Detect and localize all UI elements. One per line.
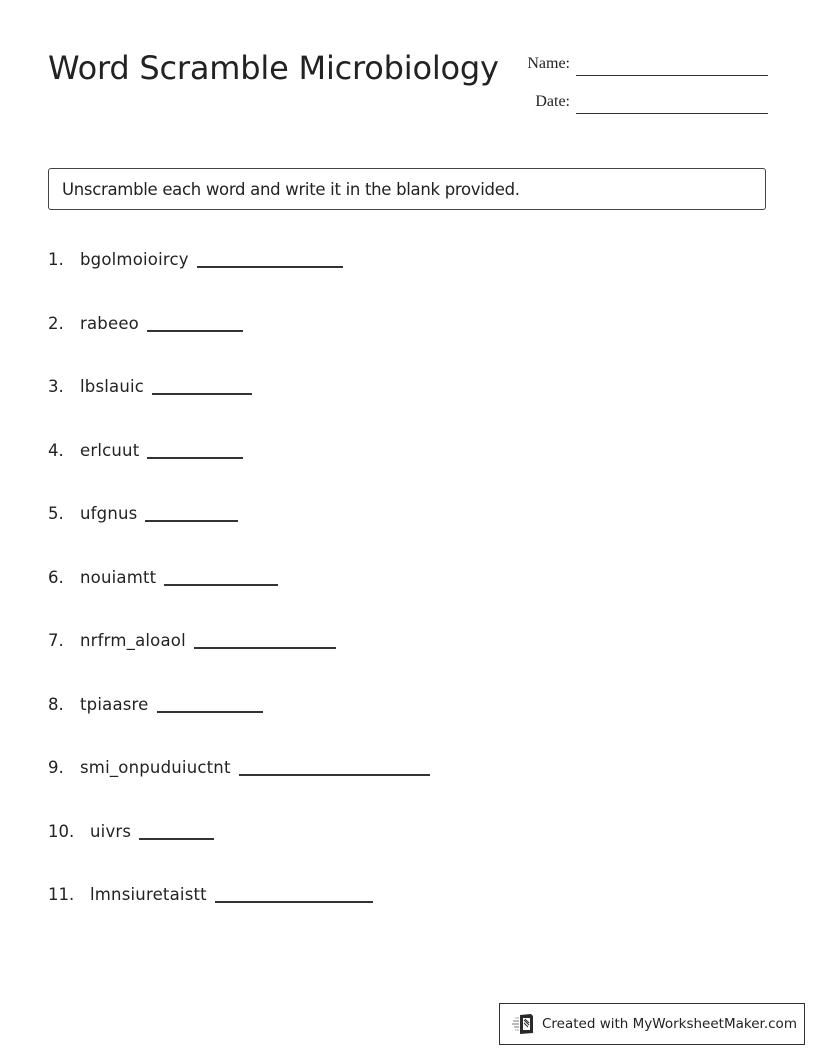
created-with-text: Created with MyWorksheetMaker.com — [542, 1016, 797, 1032]
answer-blank — [147, 329, 243, 332]
date-field — [510, 93, 768, 111]
answer-blank — [194, 646, 336, 649]
answer-blank — [145, 519, 238, 522]
answer-blank — [152, 392, 252, 395]
list-item — [48, 695, 430, 759]
scrambled-word: smi_onpuduiuctnt — [80, 758, 231, 777]
item-number: 11. — [48, 885, 75, 904]
list-item — [48, 631, 430, 695]
list-item — [48, 504, 430, 568]
item-number: 8. — [48, 694, 64, 714]
item-number: 6. — [48, 567, 64, 587]
answer-blank — [147, 456, 243, 459]
date-label: Date: — [535, 93, 570, 110]
scrambled-word: rabeeo — [80, 313, 139, 333]
scrambled-word: ufgnus — [80, 504, 138, 523]
item-number: 9. — [48, 758, 64, 777]
scrambled-word: lmnsiuretaistt — [90, 885, 207, 904]
list-item — [48, 568, 430, 632]
list-item — [48, 250, 430, 314]
item-number: 2. — [48, 313, 64, 333]
list-item — [48, 885, 430, 949]
worksheet-maker-logo-icon — [512, 1013, 536, 1035]
name-blank-line — [576, 61, 768, 76]
instructions-text: Unscramble each word and write it in the blank provided. — [62, 179, 520, 199]
item-number: 5. — [48, 504, 64, 523]
answer-blank — [197, 265, 343, 268]
page-title: Word Scramble Microbiology — [48, 49, 499, 87]
scrambled-word: lbslauic — [80, 377, 145, 396]
answer-blank — [215, 900, 373, 903]
item-number: 1. — [48, 250, 64, 269]
list-item — [48, 377, 430, 441]
item-number: 10. — [48, 821, 75, 841]
list-item — [48, 758, 430, 822]
item-number: 7. — [48, 631, 64, 650]
scrambled-word: nrfrm_aloaol — [80, 631, 186, 650]
word-scramble-list — [48, 250, 430, 949]
list-item — [48, 441, 430, 505]
scrambled-word: bgolmoioircy — [80, 250, 189, 269]
name-field — [510, 55, 768, 73]
instructions-box — [48, 168, 766, 210]
scrambled-word: erlcuut — [80, 440, 140, 460]
list-item — [48, 314, 430, 378]
answer-blank — [239, 773, 430, 776]
list-item — [48, 822, 430, 886]
item-number: 3. — [48, 377, 64, 396]
scrambled-word: tpiaasre — [80, 694, 149, 714]
scrambled-word: nouiamtt — [80, 567, 157, 587]
item-number: 4. — [48, 440, 64, 460]
answer-blank — [157, 710, 263, 713]
answer-blank — [139, 837, 214, 840]
answer-blank — [164, 583, 278, 586]
name-label: Name: — [527, 55, 570, 72]
date-blank-line — [576, 99, 768, 114]
scrambled-word: uivrs — [90, 821, 132, 841]
created-with-badge[interactable] — [499, 1003, 805, 1045]
